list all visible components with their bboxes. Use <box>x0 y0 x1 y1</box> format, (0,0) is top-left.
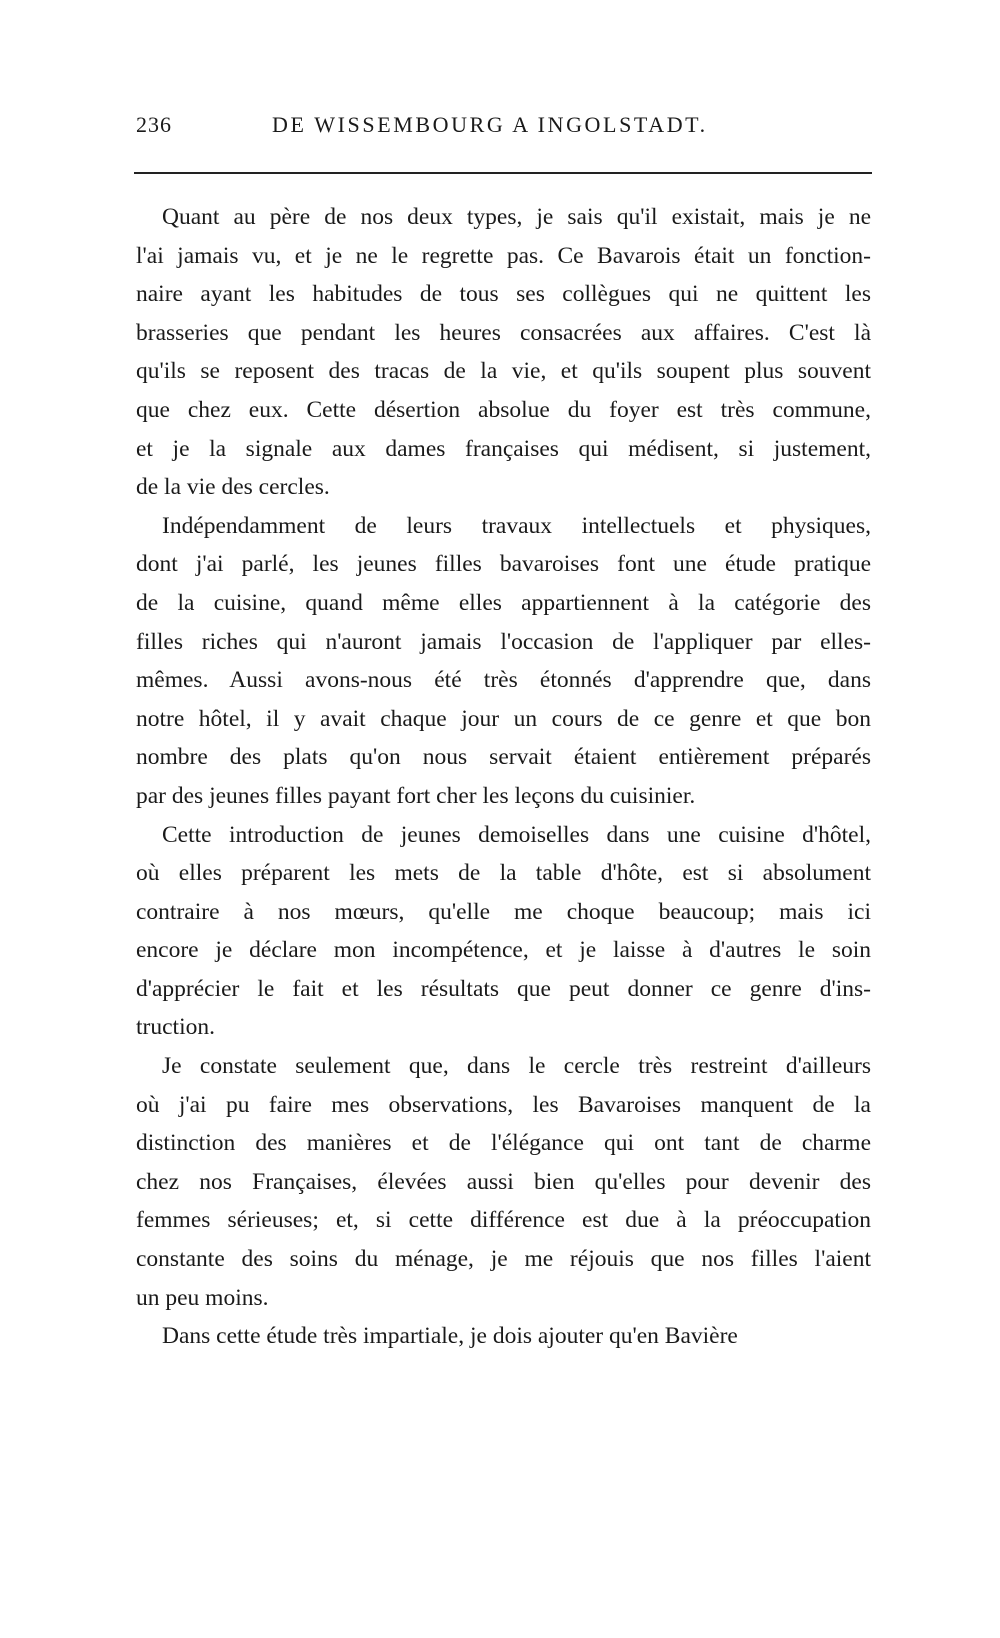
text-line: notre hôtel, il y avait chaque jour un cours de ce genre et que bon <box>136 705 871 732</box>
text-line: encore je déclare mon incompétence, et je laisse à d'autres le soin <box>136 937 871 964</box>
paragraph <box>136 198 871 507</box>
body-text <box>136 198 871 1356</box>
text-line: mêmes. Aussi avons-nous été très étonnés d'apprendre que, dans <box>136 667 871 694</box>
paragraph <box>136 1047 871 1317</box>
text-line: naire ayant les habitudes de tous ses collègues qui ne quittent les <box>136 281 871 308</box>
text-line: un peu moins. <box>136 1284 269 1311</box>
text-line: truction. <box>136 1014 215 1041</box>
text-line: chez nos Françaises, élevées aussi bien qu'elles pour devenir des <box>136 1168 871 1195</box>
text-line: distinction des manières et de l'élégance qui ont tant de charme <box>136 1130 871 1157</box>
text-line: Je constate seulement que, dans le cercle très restreint d'ailleurs <box>162 1053 871 1080</box>
page-header <box>136 112 870 152</box>
text-line: contraire à nos mœurs, qu'elle me choque beaucoup; mais ici <box>136 898 871 925</box>
text-line: d'apprécier le fait et les résultats que peut donner ce genre d'ins- <box>136 975 871 1002</box>
text-line: que chez eux. Cette désertion absolue du foyer est très commune, <box>136 396 871 423</box>
text-line: nombre des plats qu'on nous servait étaient entièrement préparés <box>136 744 871 771</box>
paragraph <box>136 507 871 816</box>
paragraph <box>136 1317 871 1356</box>
text-line: Cette introduction de jeunes demoiselles dans une cuisine d'hôtel, <box>162 821 871 848</box>
page-number: 236 <box>136 112 172 137</box>
text-line: brasseries que pendant les heures consacrées aux affaires. C'est là <box>136 319 871 346</box>
paragraph <box>136 816 871 1048</box>
text-line: l'ai jamais vu, et je ne le regrette pas. Ce Bavarois était un fonction- <box>136 242 871 269</box>
text-line: par des jeunes filles payant fort cher les leçons du cuisinier. <box>136 782 696 809</box>
text-line: qu'ils se reposent des tracas de la vie, et qu'ils soupent plus souvent <box>136 358 871 385</box>
text-line: Quant au père de nos deux types, je sais qu'il existait, mais je ne <box>162 204 871 230</box>
text-line: de la vie des cercles. <box>136 474 330 501</box>
text-line: Indépendamment de leurs travaux intellectuels et physiques, <box>162 512 871 539</box>
text-line: où j'ai pu faire mes observations, les Bavaroises manquent de la <box>136 1091 871 1118</box>
running-title: DE WISSEMBOURG A INGOLSTADT. <box>272 112 708 137</box>
text-line: Dans cette étude très impartiale, je dois ajouter qu'en Bavière <box>162 1323 738 1350</box>
text-line: où elles préparent les mets de la table d'hôte, est si absolument <box>136 860 871 887</box>
header-rule <box>134 172 872 174</box>
text-line: de la cuisine, quand même elles appartiennent à la catégorie des <box>136 589 871 616</box>
text-line: femmes sérieuses; et, si cette différence est due à la préoccupation <box>136 1207 871 1234</box>
text-line: dont j'ai parlé, les jeunes filles bavaroises font une étude pratique <box>136 551 871 578</box>
text-line: constante des soins du ménage, je me réjouis que nos filles l'aient <box>136 1246 871 1273</box>
text-line: filles riches qui n'auront jamais l'occasion de l'appliquer par elles- <box>136 628 871 655</box>
text-line: et je la signale aux dames françaises qui médisent, si justement, <box>136 435 871 462</box>
